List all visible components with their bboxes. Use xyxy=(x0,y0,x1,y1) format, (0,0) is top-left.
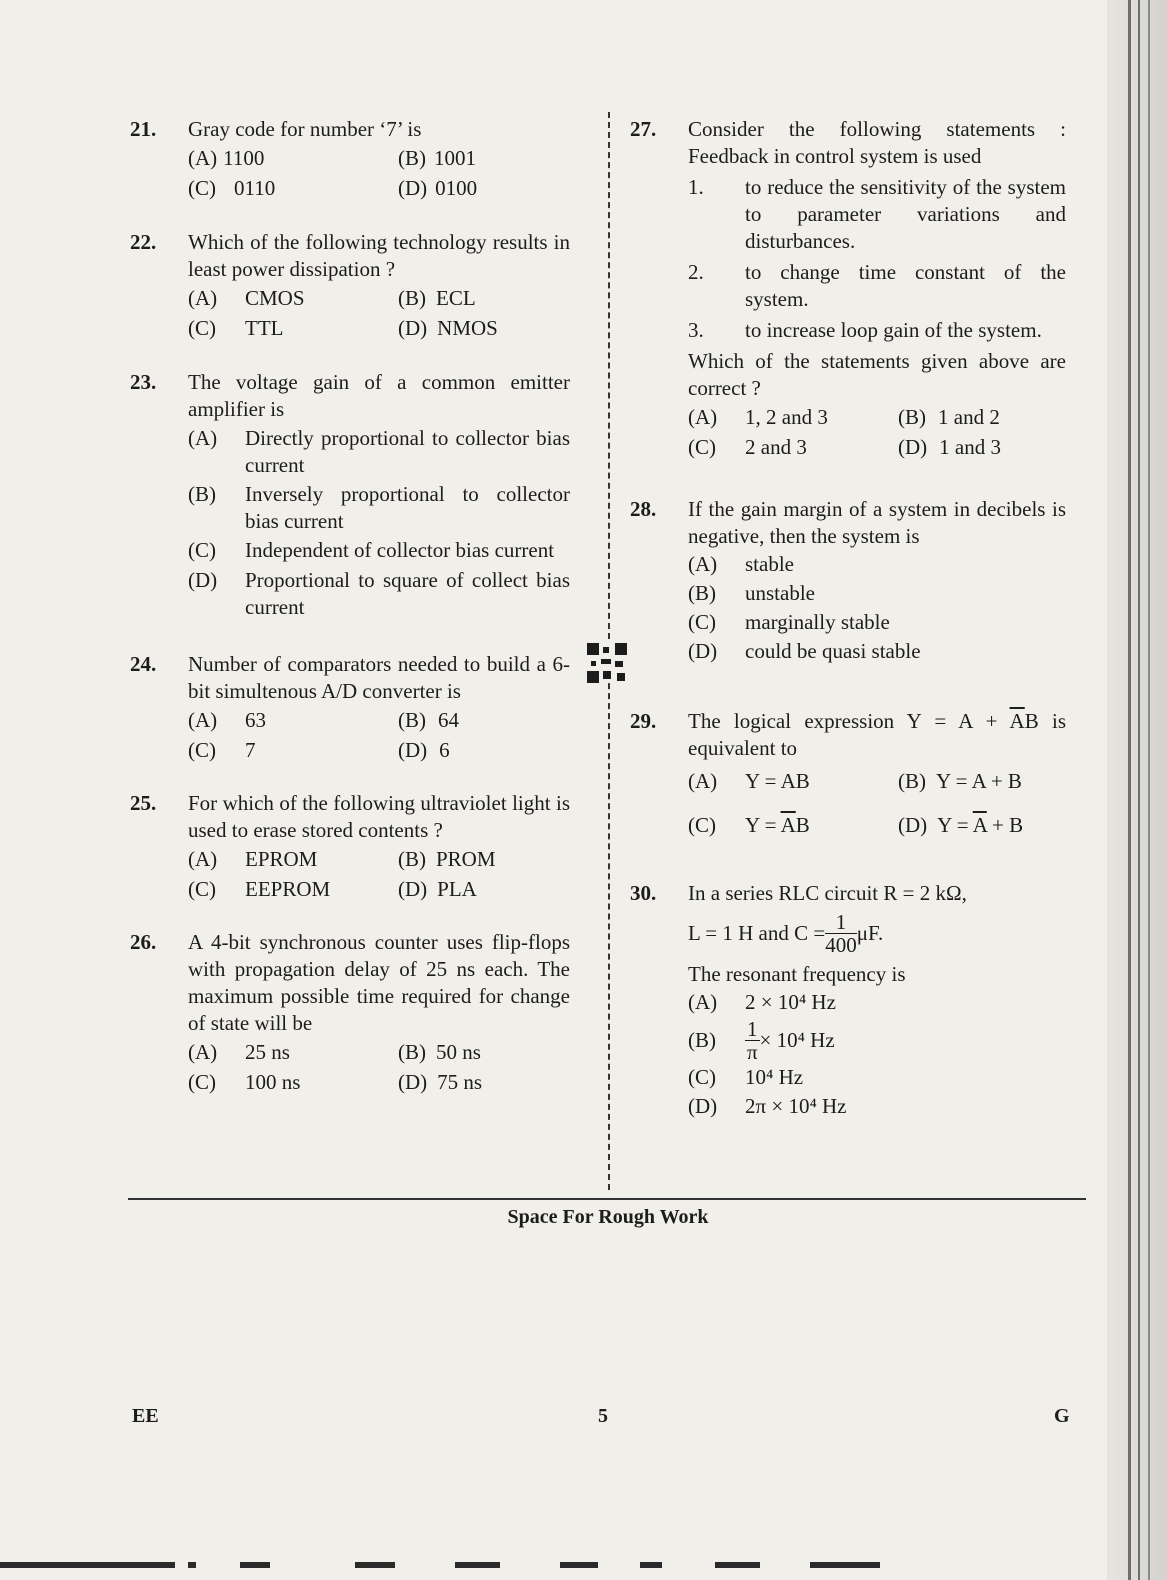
question-27 xyxy=(628,116,1066,462)
option-c: (C) TTL xyxy=(188,316,284,340)
option-b: (B) 1 and 2 xyxy=(898,405,1000,429)
statement-3: 3. to increase loop gain of the system. xyxy=(688,318,1042,342)
fraction: $\frac{1}{400}$ xyxy=(825,909,857,957)
option-d: (D) 2π × 10⁴ Hz xyxy=(688,1094,847,1118)
left-column xyxy=(128,116,570,1097)
question-30 xyxy=(628,880,1066,1121)
option-b: (B) unstable xyxy=(688,581,815,605)
question-text: A 4-bit synchronous counter uses flip-flops with propagation delay of 25 ns each. The maximum possible time required for change of state will be xyxy=(188,930,570,1035)
question-number: 22. xyxy=(130,230,157,254)
question-text: Number of comparators needed to build a 6-bit simultenous A/D converter is xyxy=(188,652,570,703)
option-d: (D) 0100 xyxy=(398,176,478,200)
question-number: 28. xyxy=(630,497,657,521)
question-number: 29. xyxy=(630,709,657,733)
question-formula: L = 1 H and C = $\frac{1}{400}$ μF. xyxy=(688,909,884,957)
options xyxy=(188,423,570,621)
page-edge-line xyxy=(1128,0,1131,1580)
question-number: 26. xyxy=(130,930,157,954)
question-text: In a series RLC circuit R = 2 kΩ, xyxy=(688,881,967,905)
option-a: (A) stable xyxy=(688,552,794,576)
option-d: (D) PLA xyxy=(398,877,477,901)
option-c: (C) 10⁴ Hz xyxy=(688,1065,804,1089)
fraction: $\frac{1}{\pi}$ xyxy=(746,1016,758,1064)
question-number: 24. xyxy=(130,652,157,676)
question-25 xyxy=(128,790,570,904)
question-prompt: Which of the statements given above are correct ? xyxy=(688,349,1066,400)
option-d: (D) 75 ns xyxy=(398,1070,483,1094)
options xyxy=(188,283,570,343)
question-21 xyxy=(128,116,570,203)
question-text: For which of the following ultraviolet light is used to erase stored contents ? xyxy=(188,791,570,842)
option-b: (B) Y = A + B xyxy=(898,769,1022,793)
question-29 xyxy=(628,708,1066,840)
question-number: 30. xyxy=(630,881,657,905)
question-28 xyxy=(628,496,1066,666)
option-c: (C) marginally stable xyxy=(688,610,890,634)
page-edge xyxy=(1107,0,1167,1580)
option-b: (B) ECL xyxy=(398,286,476,310)
question-22 xyxy=(128,229,570,343)
options xyxy=(688,402,1066,462)
options xyxy=(188,1037,570,1097)
question-text: The voltage gain of a common emitter amplifier is xyxy=(188,370,570,421)
statement-2: 2. to change time constant of the system. xyxy=(688,260,1066,311)
question-text: Consider the following statements : Feedback in control system is used xyxy=(688,117,1066,168)
option-a: (A) 63 xyxy=(188,708,266,732)
options xyxy=(688,988,1066,1121)
option-b: (B) 50 ns xyxy=(398,1040,481,1064)
question-text: Gray code for number ‘7’ is xyxy=(188,117,422,141)
rough-work-divider xyxy=(128,1198,1086,1200)
option-d: (D) could be quasi stable xyxy=(688,639,921,663)
option-d: (D) 1 and 3 xyxy=(898,435,1001,459)
paper-code: EE xyxy=(132,1405,159,1427)
option-c: (C) 100 ns xyxy=(188,1070,301,1094)
option-b: (B) 1001 xyxy=(398,146,476,170)
question-26 xyxy=(128,929,570,1097)
options xyxy=(188,143,570,203)
question-number: 27. xyxy=(630,117,657,141)
options xyxy=(188,844,570,904)
option-c: (C) EEPROM xyxy=(188,877,331,901)
question-23 xyxy=(128,369,570,621)
statement-1: 1. to reduce the sensitivity of the system to parameter variations and disturbances. xyxy=(688,175,1066,253)
scan-edge-marks xyxy=(0,1556,1167,1580)
page-number: 5 xyxy=(598,1405,608,1427)
question-text: Which of the following technology results in least power dissipation ? xyxy=(188,230,570,281)
question-text: If the gain margin of a system in decibels is negative, then the system is xyxy=(688,497,1066,548)
option-a: (A) Y = AB xyxy=(688,769,810,793)
options xyxy=(188,705,570,765)
option-a: (A) EPROM xyxy=(188,847,318,871)
option-a: (A) 1, 2 and 3 xyxy=(688,405,828,429)
page-edge-line xyxy=(1138,0,1140,1580)
options xyxy=(688,766,1066,840)
options xyxy=(688,550,1066,666)
option-b: (B) Inversely proportional to collector bias current xyxy=(188,482,570,533)
question-text: The logical expression $Y = A + \overline{A}B$ is equivalent to xyxy=(688,709,1067,760)
option-d: (D) 6 xyxy=(398,738,450,762)
option-c: (C) $Y = \overline{A}B$ xyxy=(688,813,810,837)
option-d: (D) $Y = \overline{A} + B$ xyxy=(898,813,1024,837)
option-c: (C) 7 xyxy=(188,738,256,762)
question-prompt: The resonant frequency is xyxy=(688,962,906,986)
question-number: 25. xyxy=(130,791,157,815)
series-code: G xyxy=(1054,1405,1070,1427)
option-a: (A) 2 × 10⁴ Hz xyxy=(688,990,836,1014)
page-edge-line xyxy=(1148,0,1150,1580)
option-c: (C) Independent of collector bias current xyxy=(188,538,555,562)
question-number: 23. xyxy=(130,370,157,394)
option-d: (D) Proportional to square of collect bias current xyxy=(188,568,570,619)
option-d: (D) NMOS xyxy=(398,316,498,340)
question-number: 21. xyxy=(130,117,157,141)
option-a: (A) 25 ns xyxy=(188,1040,290,1064)
option-c: (C) 0110 xyxy=(188,176,276,200)
right-column xyxy=(628,116,1066,1121)
option-b: (B) PROM xyxy=(398,847,496,871)
option-c: (C) 2 and 3 xyxy=(688,435,807,459)
option-b: (B) $\frac{1}{\pi}$ × 10⁴ Hz xyxy=(688,1016,835,1064)
qr-code xyxy=(587,643,627,683)
option-a: (A) Directly proportional to collector bias current xyxy=(188,426,570,477)
question-24 xyxy=(128,651,570,765)
rough-work-label: Space For Rough Work xyxy=(507,1206,709,1228)
option-b: (B) 64 xyxy=(398,708,459,732)
option-a: (A) 1100 xyxy=(188,146,265,170)
option-a: (A) CMOS xyxy=(188,286,305,310)
